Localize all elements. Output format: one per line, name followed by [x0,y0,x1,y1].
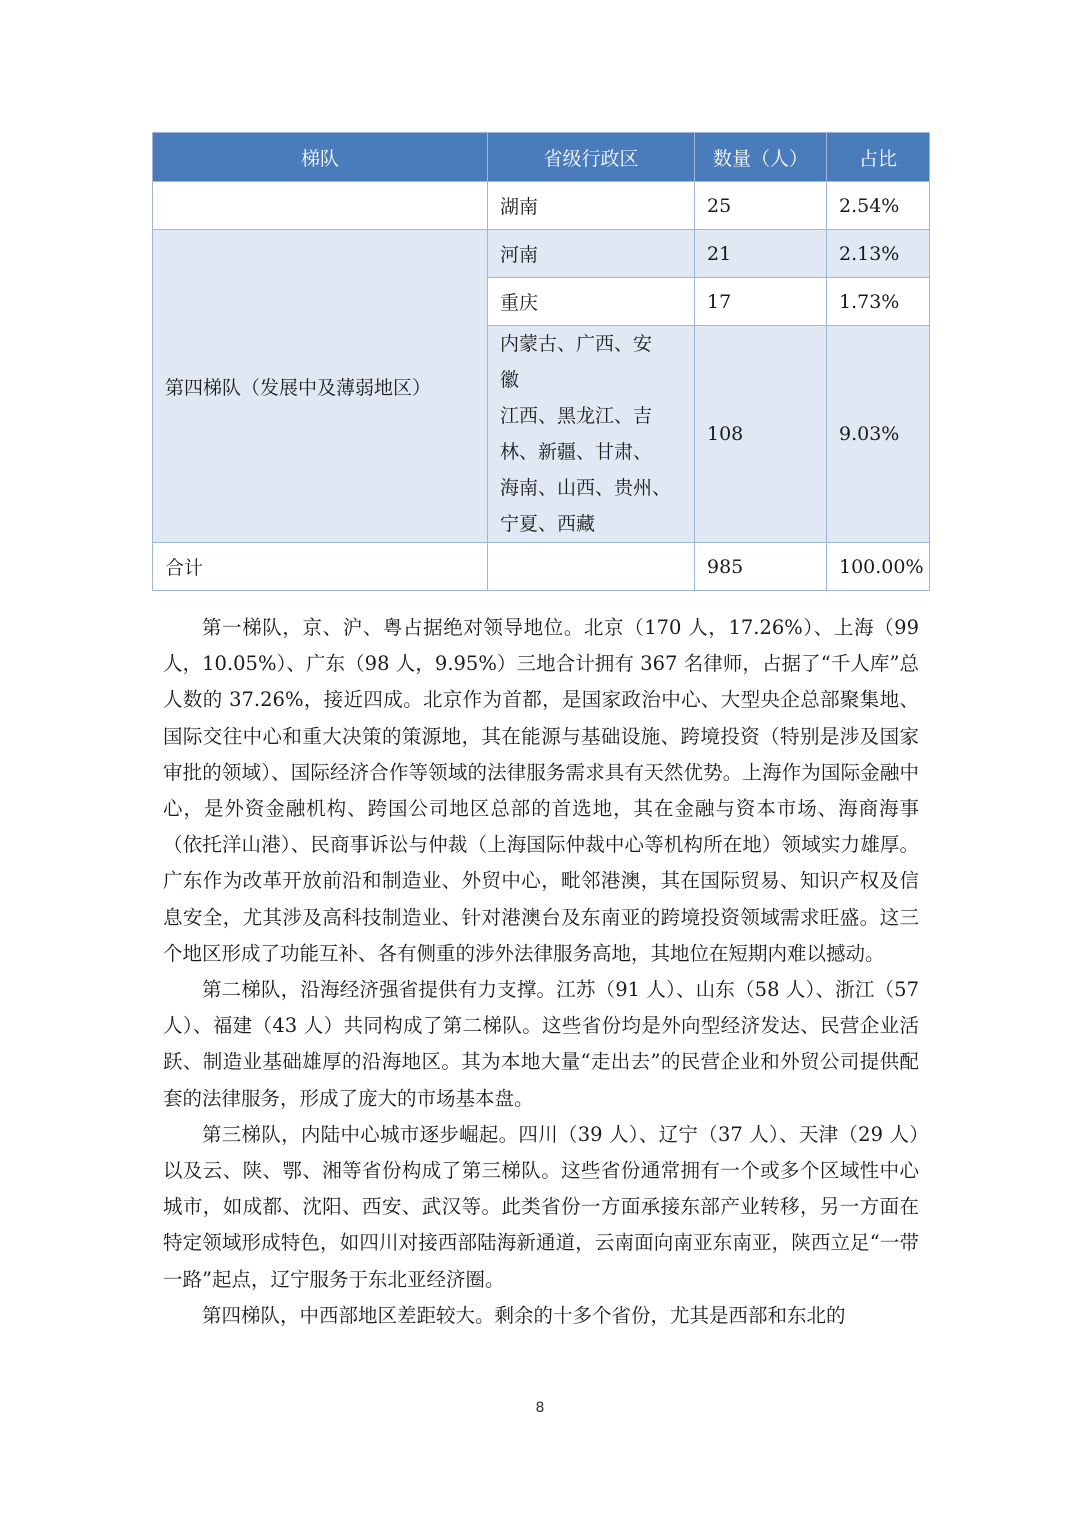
province-distribution-table [152,132,930,591]
total-label-cell: 合计 [153,543,488,591]
tier-cell-empty [153,182,488,230]
region-line: 海南、山西、贵州、 [500,477,672,499]
region-cell: 河南 [488,230,695,278]
table-row-total [153,543,930,591]
count-cell: 17 [695,278,827,326]
region-line: 内蒙古、广西、安 [500,333,653,355]
paragraph-tier4: 第四梯队，中西部地区差距较大。剩余的十多个省份，尤其是西部和东北的 [202,1303,846,1327]
count-cell: 25 [695,182,827,230]
region-line: 徽 [500,369,520,391]
count-cell: 21 [695,230,827,278]
table-header-row [153,133,930,182]
header-region: 省级行政区 [488,133,695,182]
region-cell: 重庆 [488,278,695,326]
share-cell: 1.73% [827,278,930,326]
total-region-empty [488,543,695,591]
paragraph-tier2: 第二梯队，沿海经济强省提供有力支撑。江苏（91 人）、山东（58 人）、浙江（57 人）、福建（43 人）共同构成了第二梯队。这些省份均是外向型经济发达、民营企业活跃、制造业基础雄厚的沿海地区。其为本地大量“走出去”的民营企业和外贸公司提供配套的法律服务，形成了庞大的市场基本盘。 [163,978,919,1110]
table-row [153,182,930,230]
total-count-cell: 985 [695,543,827,591]
page-number: 8 [535,1400,545,1416]
region-cell-group [488,326,695,543]
body-text [163,610,919,1334]
header-count: 数量（人） [695,133,827,182]
region-line: 林、新疆、甘肃、 [500,441,653,463]
count-cell: 108 [695,326,827,543]
region-line: 宁夏、西藏 [500,513,596,535]
paragraph-tier3: 第三梯队，内陆中心城市逐步崛起。四川（39 人）、辽宁（37 人）、天津（29 人）以及云、陕、鄂、湘等省份构成了第三梯队。这些省份通常拥有一个或多个区域性中心城市，如成都、沈阳、西安、武汉等。此类省份一方面承接东部产业转移，另一方面在特定领域形成特色，如四川对接西部陆海新通道，云南面向南亚东南亚，陕西立足“一带一路”起点，辽宁服务于东北亚经济圈。 [163,1122,919,1291]
share-cell: 2.54% [827,182,930,230]
region-line: 江西、黑龙江、吉 [500,405,653,427]
header-tier: 梯队 [153,133,488,182]
tier4-cell: 第四梯队（发展中及薄弱地区） [153,230,488,543]
share-cell: 9.03% [827,326,930,543]
share-cell: 2.13% [827,230,930,278]
total-share-cell: 100.00% [827,543,930,591]
paragraph-tier1: 第一梯队，京、沪、粤占据绝对领导地位。北京（170 人，17.26%）、上海（99 人，10.05%）、广东（98 人，9.95%）三地合计拥有 367 名律师，占据了“千人库”总人数的 37.26%，接近四成。北京作为首都，是国家政治中心、大型央企总部聚集地、国际交往中心和重大决策的策源地，其在能源与基础设施、跨境投资（特别是涉及国家审批的领域）、国际经济合作等领域的法律服务需求具有天然优势。上海作为国际金融中心，是外资金融机构、跨国公司地区总部的首选地，其在金融与资本市场、海商海事（依托洋山港）、民商事诉讼与仲裁（上海国际仲裁中心等机构所在地）领域实力雄厚。广东作为改革开放前沿和制造业、外贸中心，毗邻港澳，其在国际贸易、知识产权及信息安全，尤其涉及高科技制造业、针对港澳台及东南亚的跨境投资领域需求旺盛。这三个地区形成了功能互补、各有侧重的涉外法律服务高地，其地位在短期内难以撼动。 [163,616,919,965]
header-share: 占比 [827,133,930,182]
table-row [153,230,930,278]
region-cell: 湖南 [488,182,695,230]
